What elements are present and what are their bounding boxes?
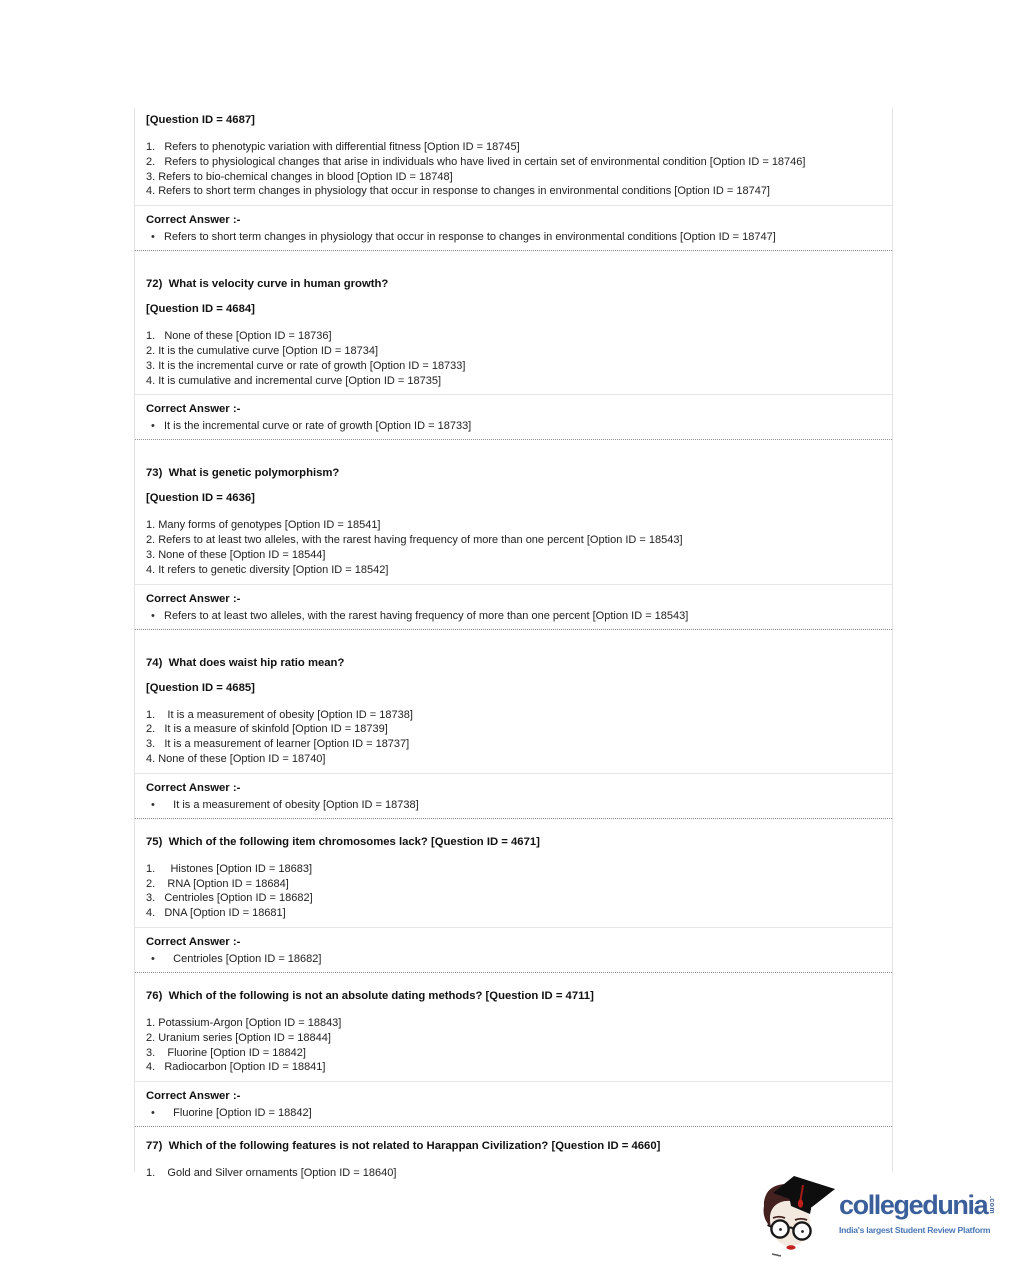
option: 4. None of these [Option ID = 18740] xyxy=(146,752,326,765)
option: 1. Refers to phenotypic variation with differential fitness [Option ID = 18745] xyxy=(146,141,520,153)
question-block-74 xyxy=(135,656,892,819)
question-title: 73) What is genetic polymorphism? xyxy=(146,467,340,480)
correct-answer-label: Correct Answer :- xyxy=(146,935,241,948)
correct-answer-label: Correct Answer :- xyxy=(146,403,241,416)
correct-answer-value: • It is the incremental curve or rate of growth [Option ID = 18733] xyxy=(151,420,472,433)
option: 2. RNA [Option ID = 18684] xyxy=(146,877,289,890)
correct-answer-label: Correct Answer :- xyxy=(146,592,241,605)
question-title: 77) Which of the following features is not related to Harappan Civilization? [Question ID = 4660] xyxy=(146,1140,661,1153)
collegedunia-logo xyxy=(758,1176,1020,1262)
option: 3. Centrioles [Option ID = 18682] xyxy=(146,892,313,905)
question-block-73 xyxy=(135,466,892,629)
question-id: [Question ID = 4684] xyxy=(146,303,255,316)
option: 4. Refers to short term changes in physiology that occur in response to changes in environmental conditions [Option ID = 18747] xyxy=(146,185,770,198)
correct-answer-block xyxy=(135,205,892,250)
option: 3. It is a measurement of learner [Option ID = 18737] xyxy=(146,738,410,751)
correct-answer-block xyxy=(135,584,892,629)
option: 4. DNA [Option ID = 18681] xyxy=(146,907,286,920)
question-title: 75) Which of the following item chromosomes lack? [Question ID = 4671] xyxy=(146,835,540,848)
option: 3. It is the incremental curve or rate of growth [Option ID = 18733] xyxy=(146,359,466,372)
option: 1. None of these [Option ID = 18736] xyxy=(146,330,332,343)
options-list xyxy=(135,708,892,767)
option: 4. It is cumulative and incremental curve [Option ID = 18735] xyxy=(146,374,442,387)
option: 2. It is the cumulative curve [Option ID = 18734] xyxy=(146,344,379,357)
question-block-continued xyxy=(135,113,892,251)
bullet-icon: • xyxy=(151,798,155,811)
correct-answer-label: Correct Answer :- xyxy=(146,781,241,794)
bullet-icon: • xyxy=(151,420,155,433)
option: 2. Uranium series [Option ID = 18844] xyxy=(146,1031,331,1044)
option: 2. Refers to at least two alleles, with the rarest having frequency of more than one percent [Option ID = 18543] xyxy=(146,534,683,547)
correct-answer-label: Correct Answer :- xyxy=(146,1090,241,1103)
question-title: 76) Which of the following is not an absolute dating methods? [Question ID = 4711] xyxy=(146,989,594,1002)
correct-answer-value: • It is a measurement of obesity [Option ID = 18738] xyxy=(151,798,419,811)
option: 4. Radiocarbon [Option ID = 18841] xyxy=(146,1061,326,1074)
option: 1. Histones [Option ID = 18683] xyxy=(146,862,313,875)
option: 2. Refers to physiological changes that arise in individuals who have lived in certain set of environmental condition [Option ID = 18746] xyxy=(146,155,806,168)
correct-answer-block xyxy=(135,773,892,818)
option: 4. It refers to genetic diversity [Option ID = 18542] xyxy=(146,563,389,576)
correct-answer-value: • Refers to at least two alleles, with the rarest having frequency of more than one percent [Option ID = 18543] xyxy=(151,609,689,622)
options-list xyxy=(135,518,892,577)
options-list xyxy=(135,1016,892,1075)
bullet-icon: • xyxy=(151,231,155,244)
question-title: 74) What does waist hip ratio mean? xyxy=(146,656,345,669)
question-block-77 xyxy=(135,1139,892,1181)
collegedunia-mascot-icon xyxy=(758,1176,838,1260)
collegedunia-brand-text: collegedunia xyxy=(839,1190,988,1220)
correct-answer-value: • Fluorine [Option ID = 18842] xyxy=(151,1107,312,1120)
question-title: 72) What is velocity curve in human growth? xyxy=(146,278,389,291)
option: 3. Fluorine [Option ID = 18842] xyxy=(146,1046,306,1059)
correct-answer-value: • Refers to short term changes in physiology that occur in response to changes in environmental conditions [Option ID = 18747] xyxy=(151,231,776,244)
bullet-icon: • xyxy=(151,1107,155,1120)
option: 3. Refers to bio-chemical changes in blood [Option ID = 18748] xyxy=(146,170,453,183)
bullet-icon: • xyxy=(151,609,155,622)
collegedunia-brand-suffix: .com xyxy=(988,1196,996,1214)
exam-paper-page xyxy=(134,108,893,1180)
correct-answer-block xyxy=(135,927,892,972)
option: 1. It is a measurement of obesity [Option ID = 18738] xyxy=(146,708,413,721)
bullet-icon: • xyxy=(151,952,155,965)
option: 1. Gold and Silver ornaments [Option ID = 18640] xyxy=(146,1167,397,1180)
options-list xyxy=(135,329,892,388)
question-block-75 xyxy=(135,835,892,973)
correct-answer-value: • Centrioles [Option ID = 18682] xyxy=(151,952,322,965)
options-list xyxy=(135,140,892,199)
collegedunia-tagline: India's largest Student Review Platform xyxy=(839,1225,991,1235)
question-block-72 xyxy=(135,277,892,440)
option: 3. None of these [Option ID = 18544] xyxy=(146,548,326,561)
option: 1. Many forms of genotypes [Option ID = 18541] xyxy=(146,519,381,532)
collegedunia-logo-text xyxy=(839,1176,995,1235)
correct-answer-block xyxy=(135,394,892,439)
question-block-76 xyxy=(135,989,892,1127)
question-id: [Question ID = 4685] xyxy=(146,681,255,694)
options-list xyxy=(135,862,892,921)
correct-answer-label: Correct Answer :- xyxy=(146,214,241,227)
question-id: [Question ID = 4687] xyxy=(146,114,255,126)
correct-answer-block xyxy=(135,1081,892,1126)
option: 2. It is a measure of skinfold [Option ID = 18739] xyxy=(146,723,388,736)
option: 1. Potassium-Argon [Option ID = 18843] xyxy=(146,1016,342,1029)
question-id: [Question ID = 4636] xyxy=(146,492,255,505)
